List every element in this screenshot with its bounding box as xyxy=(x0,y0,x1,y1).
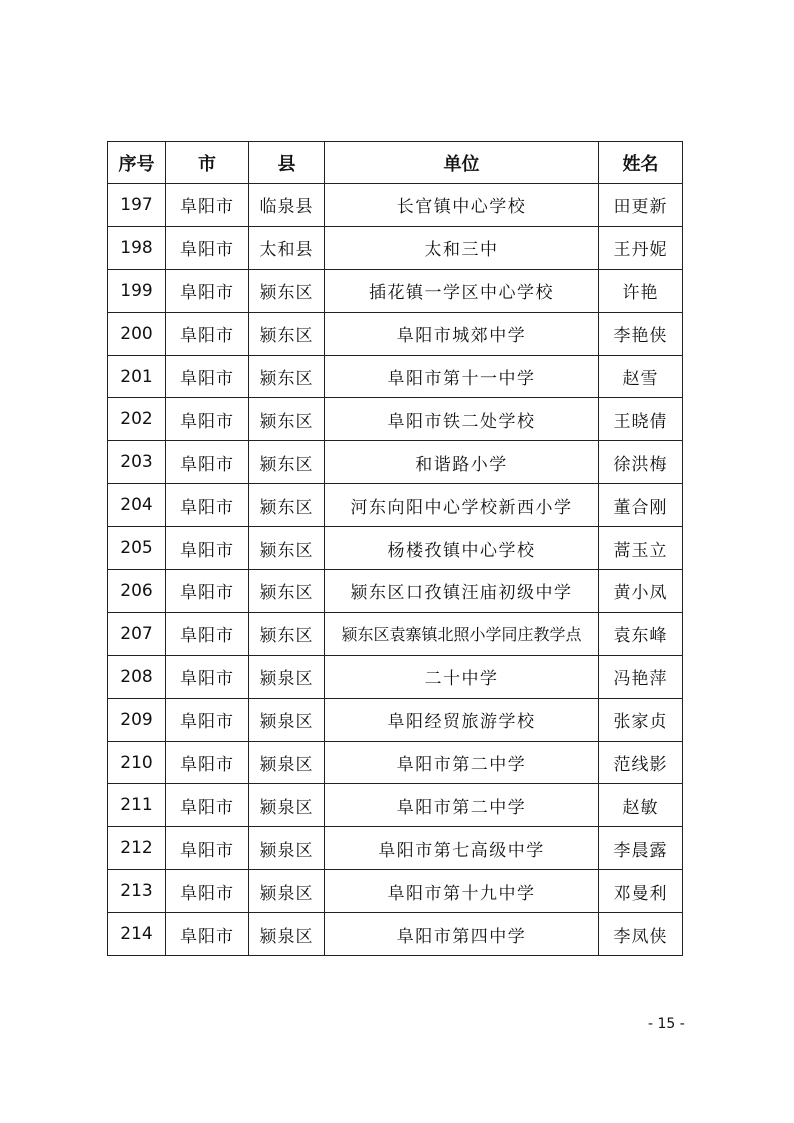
row-unit: 阜阳市第二中学 xyxy=(325,741,599,784)
row-county: 颍东区 xyxy=(249,570,325,613)
row-unit: 阜阳市第七高级中学 xyxy=(325,827,599,870)
row-city: 阜阳市 xyxy=(166,827,249,870)
row-index: 210 xyxy=(108,741,166,784)
row-city: 阜阳市 xyxy=(166,570,249,613)
row-county: 颍泉区 xyxy=(249,870,325,913)
row-city: 阜阳市 xyxy=(166,870,249,913)
row-unit: 阜阳经贸旅游学校 xyxy=(325,698,599,741)
row-name: 赵雪 xyxy=(599,355,683,398)
table-row xyxy=(108,827,683,870)
row-county: 临泉县 xyxy=(249,184,325,227)
row-index: 200 xyxy=(108,312,166,355)
page-number: - 15 - xyxy=(648,1016,685,1032)
row-index: 208 xyxy=(108,655,166,698)
row-index: 205 xyxy=(108,527,166,570)
row-index: 211 xyxy=(108,784,166,827)
table-row xyxy=(108,741,683,784)
row-unit: 二十中学 xyxy=(325,655,599,698)
table-row xyxy=(108,870,683,913)
table-row xyxy=(108,398,683,441)
row-index: 201 xyxy=(108,355,166,398)
row-index: 199 xyxy=(108,269,166,312)
table-row xyxy=(108,269,683,312)
header-name: 姓名 xyxy=(599,142,683,184)
row-unit: 杨楼孜镇中心学校 xyxy=(325,527,599,570)
row-unit: 太和三中 xyxy=(325,226,599,269)
row-unit: 阜阳市铁二处学校 xyxy=(325,398,599,441)
row-city: 阜阳市 xyxy=(166,441,249,484)
row-county: 颍泉区 xyxy=(249,827,325,870)
table-row xyxy=(108,355,683,398)
row-name: 蒿玉立 xyxy=(599,527,683,570)
row-index: 206 xyxy=(108,570,166,613)
row-county: 颍东区 xyxy=(249,355,325,398)
row-index: 214 xyxy=(108,913,166,956)
row-index: 204 xyxy=(108,484,166,527)
row-city: 阜阳市 xyxy=(166,655,249,698)
row-city: 阜阳市 xyxy=(166,269,249,312)
header-unit: 单位 xyxy=(325,142,599,184)
row-name: 范线影 xyxy=(599,741,683,784)
row-name: 张家贞 xyxy=(599,698,683,741)
row-city: 阜阳市 xyxy=(166,226,249,269)
header-index: 序号 xyxy=(108,142,166,184)
table-row xyxy=(108,655,683,698)
row-county: 太和县 xyxy=(249,226,325,269)
table-row xyxy=(108,570,683,613)
roster-body xyxy=(108,184,683,956)
row-county: 颍东区 xyxy=(249,527,325,570)
row-unit: 阜阳市第四中学 xyxy=(325,913,599,956)
row-city: 阜阳市 xyxy=(166,741,249,784)
row-unit: 河东向阳中心学校新西小学 xyxy=(325,484,599,527)
row-city: 阜阳市 xyxy=(166,698,249,741)
row-county: 颍东区 xyxy=(249,398,325,441)
table-row xyxy=(108,184,683,227)
row-index: 213 xyxy=(108,870,166,913)
table-row xyxy=(108,698,683,741)
row-index: 209 xyxy=(108,698,166,741)
row-city: 阜阳市 xyxy=(166,484,249,527)
row-index: 197 xyxy=(108,184,166,227)
row-unit: 颍东区袁寨镇北照小学同庄教学点 xyxy=(325,612,599,655)
row-name: 田更新 xyxy=(599,184,683,227)
header-city: 市 xyxy=(166,142,249,184)
row-name: 冯艳萍 xyxy=(599,655,683,698)
row-name: 李艳侠 xyxy=(599,312,683,355)
row-unit: 颍东区口孜镇汪庙初级中学 xyxy=(325,570,599,613)
table-row xyxy=(108,226,683,269)
row-county: 颍东区 xyxy=(249,484,325,527)
row-county: 颍泉区 xyxy=(249,913,325,956)
row-county: 颍泉区 xyxy=(249,784,325,827)
row-unit: 阜阳市第二中学 xyxy=(325,784,599,827)
row-index: 203 xyxy=(108,441,166,484)
table-row xyxy=(108,527,683,570)
row-index: 207 xyxy=(108,612,166,655)
row-unit: 插花镇一学区中心学校 xyxy=(325,269,599,312)
row-name: 王晓倩 xyxy=(599,398,683,441)
row-name: 王丹妮 xyxy=(599,226,683,269)
table-row xyxy=(108,312,683,355)
row-county: 颍东区 xyxy=(249,312,325,355)
row-index: 198 xyxy=(108,226,166,269)
table-row xyxy=(108,913,683,956)
row-unit: 长官镇中心学校 xyxy=(325,184,599,227)
row-city: 阜阳市 xyxy=(166,355,249,398)
table-row xyxy=(108,612,683,655)
row-county: 颍东区 xyxy=(249,441,325,484)
row-name: 黄小凤 xyxy=(599,570,683,613)
row-city: 阜阳市 xyxy=(166,527,249,570)
row-unit: 和谐路小学 xyxy=(325,441,599,484)
row-name: 邓曼利 xyxy=(599,870,683,913)
row-county: 颍泉区 xyxy=(249,655,325,698)
roster-table xyxy=(107,141,683,956)
row-name: 许艳 xyxy=(599,269,683,312)
row-city: 阜阳市 xyxy=(166,913,249,956)
row-city: 阜阳市 xyxy=(166,784,249,827)
row-name: 董合刚 xyxy=(599,484,683,527)
row-index: 202 xyxy=(108,398,166,441)
row-name: 徐洪梅 xyxy=(599,441,683,484)
row-city: 阜阳市 xyxy=(166,312,249,355)
row-name: 李凤侠 xyxy=(599,913,683,956)
row-city: 阜阳市 xyxy=(166,398,249,441)
row-name: 李晨露 xyxy=(599,827,683,870)
row-name: 袁东峰 xyxy=(599,612,683,655)
header-row xyxy=(108,142,683,184)
row-city: 阜阳市 xyxy=(166,184,249,227)
table-row xyxy=(108,441,683,484)
table-row xyxy=(108,784,683,827)
row-index: 212 xyxy=(108,827,166,870)
row-county: 颍东区 xyxy=(249,269,325,312)
row-unit: 阜阳市第十一中学 xyxy=(325,355,599,398)
row-county: 颍东区 xyxy=(249,612,325,655)
row-unit: 阜阳市城郊中学 xyxy=(325,312,599,355)
table-row xyxy=(108,484,683,527)
row-county: 颍泉区 xyxy=(249,741,325,784)
row-county: 颍泉区 xyxy=(249,698,325,741)
header-county: 县 xyxy=(249,142,325,184)
row-name: 赵敏 xyxy=(599,784,683,827)
row-unit: 阜阳市第十九中学 xyxy=(325,870,599,913)
row-city: 阜阳市 xyxy=(166,612,249,655)
